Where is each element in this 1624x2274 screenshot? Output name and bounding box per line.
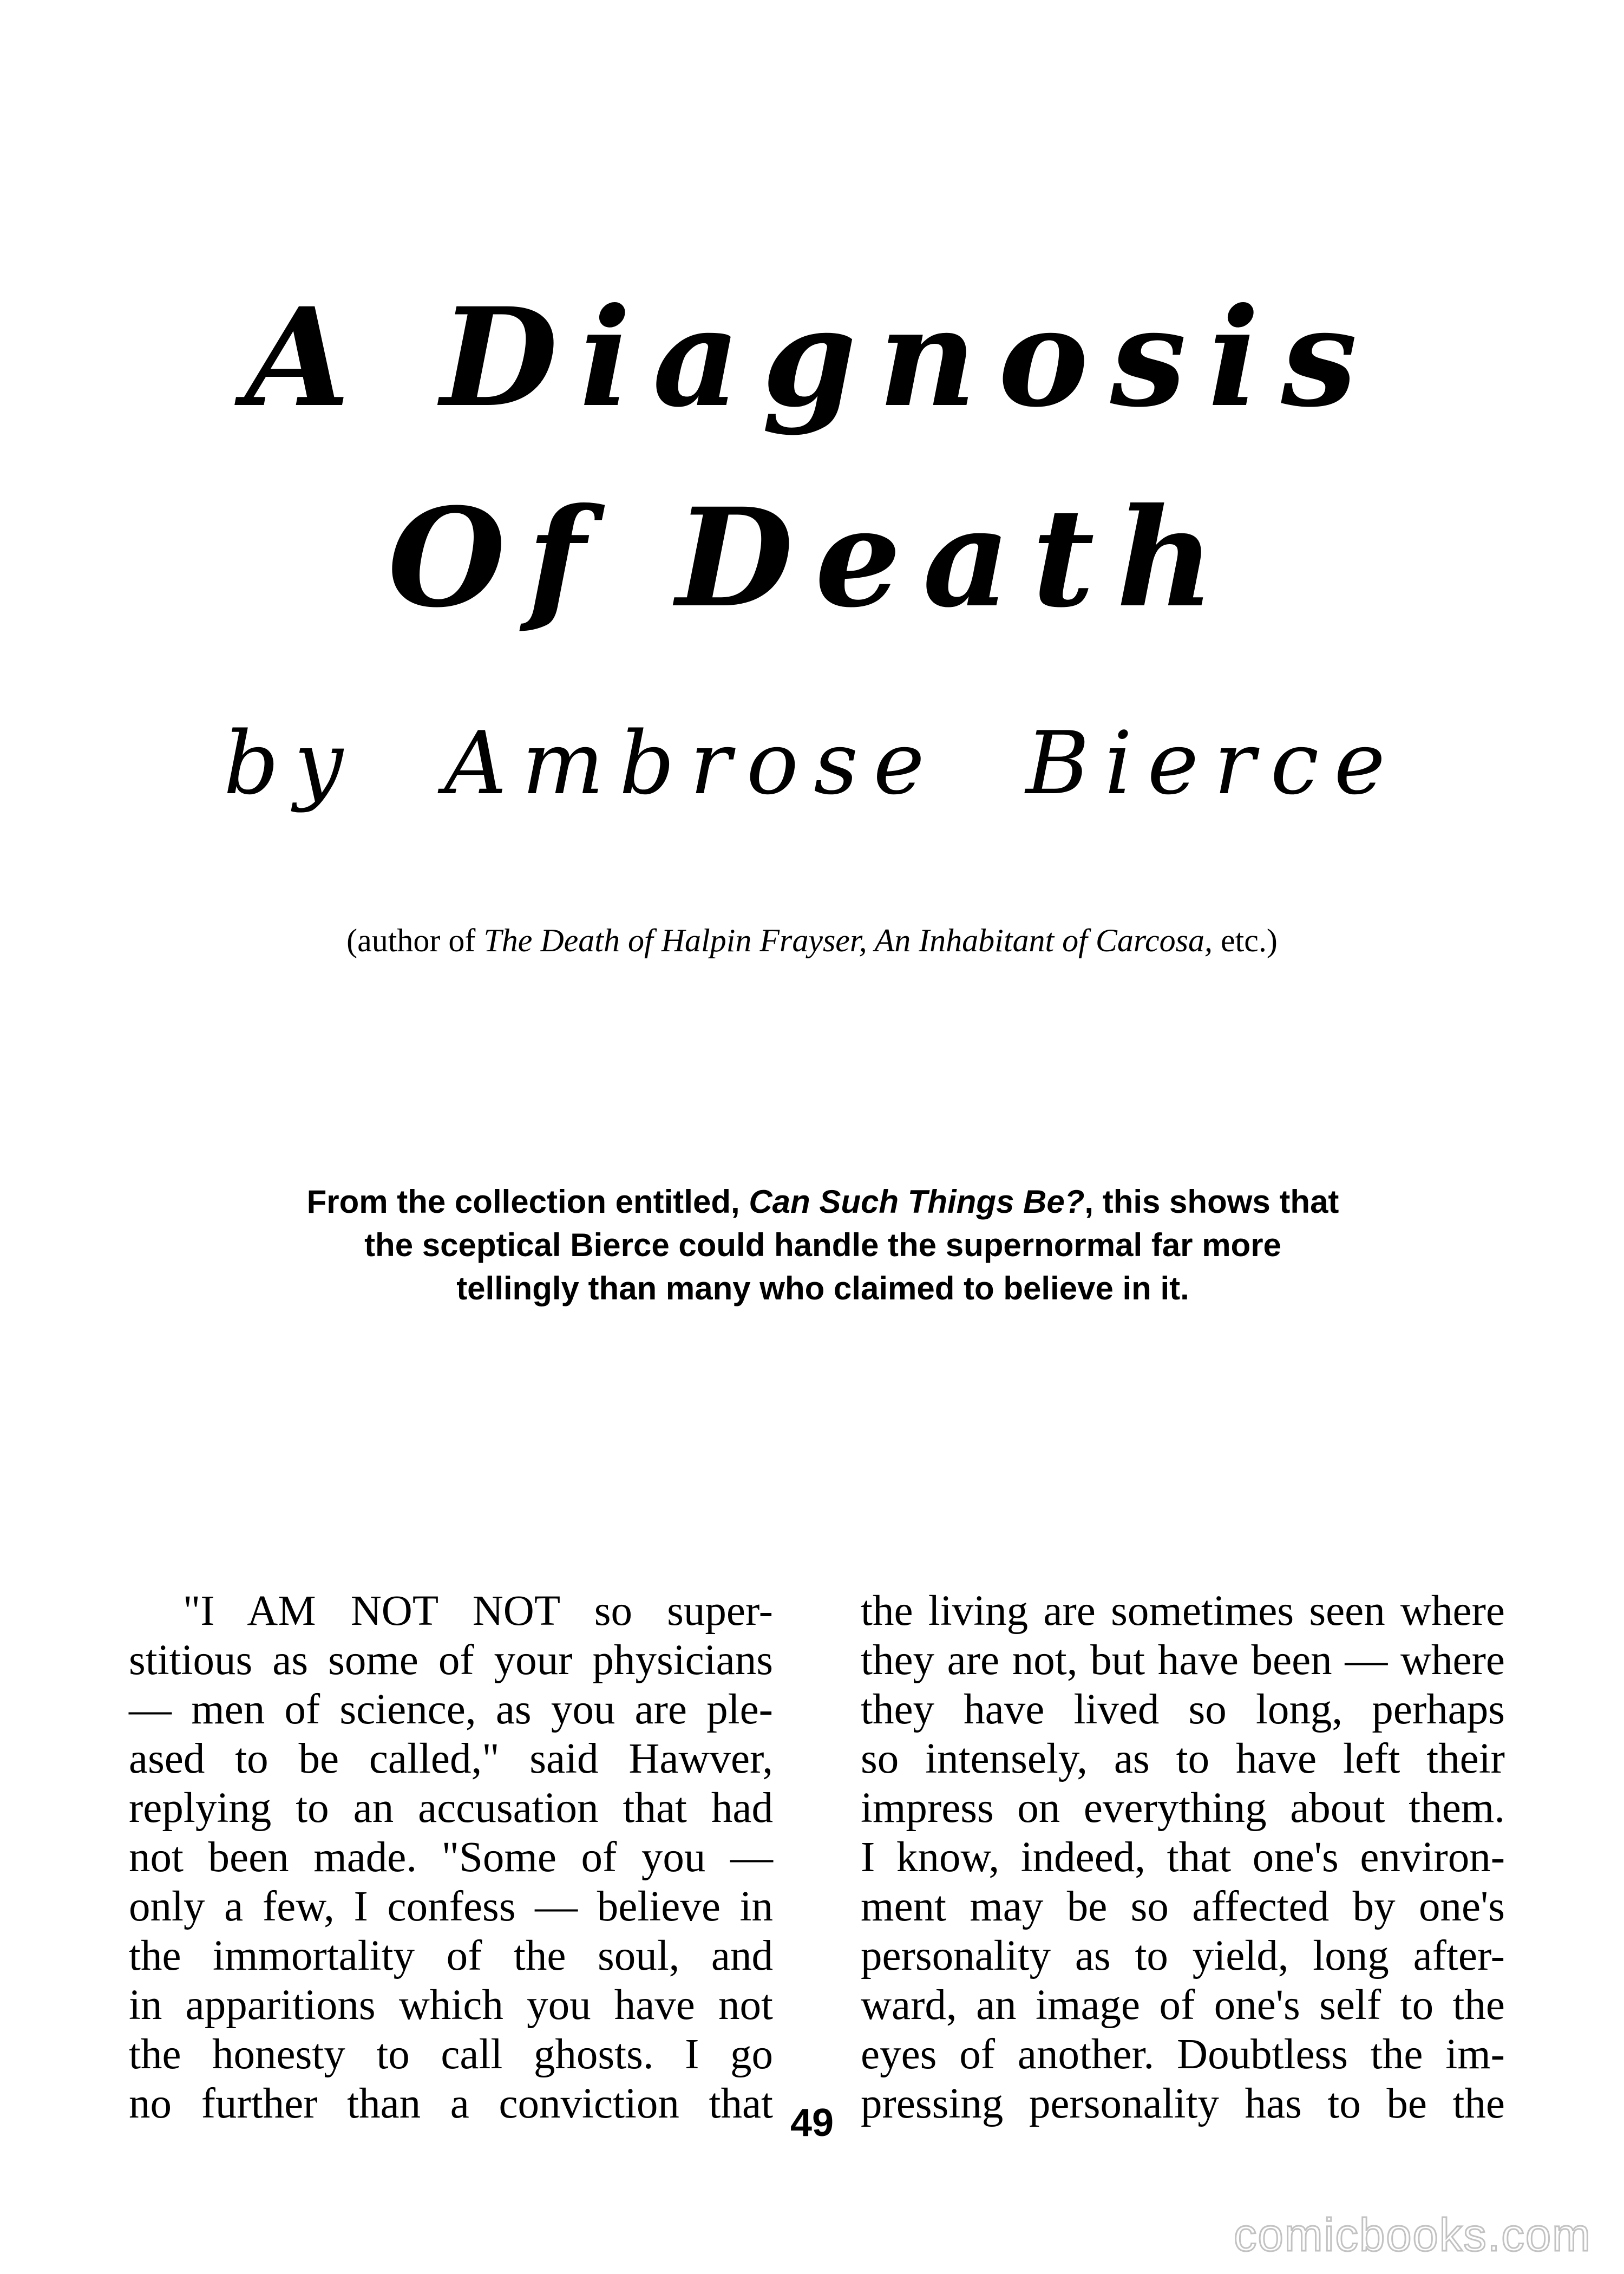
body-column-left	[129, 1586, 773, 2128]
body-line: the honesty to call ghosts. I go	[129, 2031, 773, 2078]
body-line: replying to an accusation that had	[129, 1785, 773, 1832]
body-line: no further than a conviction that	[129, 2080, 773, 2127]
credit-suffix: etc.)	[1212, 923, 1278, 958]
title-line-2: Of Death	[388, 478, 1236, 637]
credit-prefix: (author of	[346, 923, 484, 958]
body-line: "I AM NOT NOT so super-	[183, 1587, 773, 1635]
body-line: the living are sometimes seen where	[861, 1587, 1505, 1635]
body-line: stitious as some of your physicians	[129, 1637, 773, 1684]
body-line: they have lived so long, perhaps	[861, 1686, 1505, 1733]
body-line: in apparitions which you have not	[129, 1982, 773, 2029]
author-credit	[325, 915, 1299, 966]
body-line: impress on everything about them.	[861, 1785, 1505, 1832]
body-line: only a few, I confess — believe in	[129, 1883, 773, 1930]
intro-blurb	[303, 1180, 1343, 1310]
byline: by Ambrose Bierce	[223, 713, 1401, 814]
body-line: ased to be called," said Hawver,	[129, 1735, 773, 1782]
page-number: 49	[790, 2101, 834, 2145]
body-line: personality as to yield, long after-	[861, 1932, 1505, 1979]
body-line: ment may be so affected by one's	[861, 1883, 1505, 1930]
body-line: I know, indeed, that one's environ-	[861, 1834, 1505, 1881]
body-line: ward, an image of one's self to the	[861, 1982, 1505, 2029]
watermark: comicbooks.com	[1234, 2210, 1592, 2261]
body-line: they are not, but have been — where	[861, 1637, 1505, 1684]
body-line: pressing personality has to be the	[861, 2080, 1505, 2127]
body-line: the immortality of the soul, and	[129, 1932, 773, 1979]
title-line-1: A Diagnosis	[245, 278, 1379, 437]
body-line: eyes of another. Doubtless the im-	[861, 2031, 1505, 2078]
intro-collection: Can Such Things Be?	[749, 1184, 1085, 1220]
credit-works: The Death of Halpin Frayser, An Inhabitant of Carcosa,	[483, 923, 1213, 958]
intro-suffix: , this shows that the sceptical Bierce could handle the supernormal far more tellingly than many who claimed to believe in it.	[364, 1184, 1339, 1306]
body-column-right	[861, 1586, 1505, 2128]
body-line: so intensely, as to have left their	[861, 1735, 1505, 1782]
body-line: — men of science, as you are ple-	[129, 1686, 773, 1733]
body-line: not been made. "Some of you —	[129, 1834, 773, 1881]
intro-prefix: From the collection entitled,	[306, 1184, 749, 1220]
